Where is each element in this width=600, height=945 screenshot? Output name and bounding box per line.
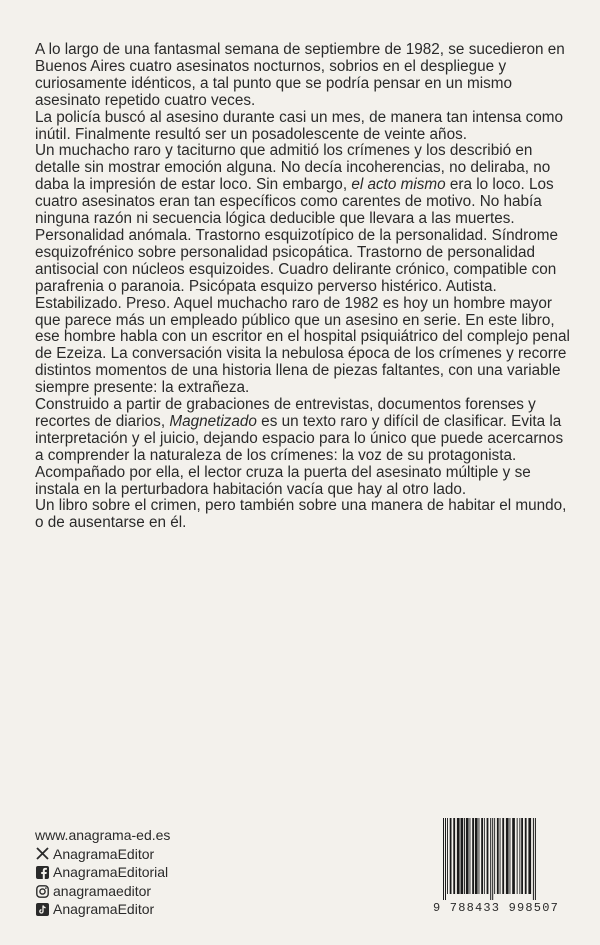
- blurb-text: es un texto raro y difícil de clasificar. Evita la interpretación y el juicio, dejando espacio para lo único que puede acercarnos a comprender la naturaleza de los crímenes: la voz de su protagonista. Acompañado por ella, el lector cruza la puerta del asesinato múltiple y se instala en la perturbadora habitación vacía que hay al otro lado.: [35, 412, 564, 498]
- barcode-bar: [470, 818, 471, 894]
- barcode-bar: [461, 818, 464, 894]
- barcode-bar: [457, 818, 460, 894]
- barcode-bar: [502, 818, 504, 894]
- blurb-paragraph: [35, 397, 575, 498]
- barcode-bar: [517, 818, 518, 894]
- barcode-bar: [447, 818, 448, 894]
- back-cover-blurb: [35, 42, 575, 532]
- blurb-paragraph: [35, 228, 575, 397]
- social-row-instagram: [35, 882, 170, 901]
- x-logo-icon: [35, 847, 49, 861]
- barcode-bar: [533, 818, 534, 900]
- barcode-bar: [453, 818, 455, 894]
- barcode-bar: [512, 818, 515, 894]
- barcode-bar: [492, 818, 493, 900]
- barcode-bar: [500, 818, 501, 894]
- barcode-bar: [443, 818, 444, 900]
- social-handle[interactable]: AnagramaEditor: [53, 845, 155, 862]
- blurb-paragraph: [35, 143, 575, 228]
- blurb-text: era lo loco. Los cuatro asesinatos eran tan específicos como carentes de motivo. No había ninguna razón ni secuencia lógica deducible que llevara a las muertes.: [35, 176, 554, 228]
- barcode-bar: [490, 818, 491, 900]
- barcode-bar: [481, 818, 483, 894]
- barcode-bar: [475, 818, 478, 894]
- social-handle[interactable]: AnagramaEditor: [53, 901, 155, 918]
- instagram-icon: [35, 884, 49, 898]
- barcode-bar: [484, 818, 485, 894]
- barcode-bar: [510, 818, 511, 894]
- barcode-bar: [535, 818, 536, 900]
- facebook-icon: [35, 865, 49, 879]
- website-row: [35, 826, 170, 845]
- social-row-tiktok: [35, 900, 170, 919]
- social-handle[interactable]: anagramaeditor: [53, 882, 152, 899]
- blurb-text: Un libro sobre el crimen, pero también sobre una manera de habitar el mundo, o de ausentarse en él.: [35, 497, 567, 532]
- barcode-bar: [464, 818, 465, 894]
- barcode-bar: [494, 818, 495, 894]
- barcode-bar: [521, 818, 523, 894]
- blurb-italic-title: el acto mismo: [351, 176, 446, 194]
- blurb-paragraph: [35, 498, 575, 532]
- website-link[interactable]: www.anagrama-ed.es: [35, 827, 171, 843]
- barcode: [442, 818, 550, 900]
- blurb-paragraph: [35, 110, 575, 144]
- barcode-bar: [450, 818, 452, 894]
- blurb-paragraph: [35, 42, 575, 110]
- isbn-barcode-block: [432, 818, 560, 915]
- social-handle[interactable]: AnagramaEditorial: [53, 864, 169, 881]
- barcode-bar: [487, 818, 489, 894]
- blurb-text: Un muchacho raro y taciturno que admitió los crímenes y los describió en detalle sin mostrar emoción alguna. No decía incoherencias, no deliraba, no daba la impresión de estar loco. Sin embargo,: [35, 142, 551, 194]
- social-row-x: [35, 845, 170, 864]
- barcode-bar: [445, 818, 446, 900]
- barcode-bar: [472, 818, 474, 894]
- blurb-text: Construido a partir de grabaciones de entrevistas, documentos forenses y recortes de diarios,: [35, 396, 536, 430]
- barcode-bar: [506, 818, 509, 894]
- barcode-bar: [466, 818, 469, 894]
- blurb-text: Personalidad anómala. Trastorno esquizotípico de la personalidad. Síndrome esquizofrénico sobre personalidad psicopática. Trastorno de personalidad antisocial con núcleos esquizoides. Cuadro delirante crónico, compatible con parafrenia o paranoia. Psicópata esquizo perverso histérico. Autista. Estabilizado. Preso. Aquel muchacho raro de 1982 es hoy un hombre mayor que parece más un empleado público que un asesino en serie. En este libro, ese hombre habla con un escritor en el hospital psiquiátrico del complejo penal de Ezeiza. La conversación visita la nebulosa época de los crímenes y recorre distintos momentos de una historia llena de piezas faltantes, con una variable siempre presente: la extrañeza.: [35, 226, 570, 397]
- blurb-text: A lo largo de una fantasmal semana de septiembre de 1982, se sucedieron en Buenos Aires cuatro asesinatos nocturnos, sobrios en el despliegue y curiosamente idénticos, a tal punto que se podría pensar en un mismo asesinato repetido cuatro veces.: [35, 41, 565, 109]
- blurb-text: La policía buscó al asesino durante casi un mes, de manera tan intensa como inútil. Finalmente resultó ser un posadolescente de veinte años.: [35, 108, 564, 143]
- tiktok-icon: [35, 903, 49, 917]
- barcode-bar: [528, 818, 531, 894]
- barcode-bar: [519, 818, 520, 894]
- publisher-contacts: [35, 826, 170, 919]
- blurb-italic-title: Magnetizado: [169, 412, 257, 430]
- isbn-number: 9 788433 998507: [432, 901, 560, 915]
- barcode-bar: [525, 818, 527, 894]
- barcode-bar: [479, 818, 480, 894]
- barcode-bar: [497, 818, 499, 894]
- social-row-facebook: [35, 863, 170, 882]
